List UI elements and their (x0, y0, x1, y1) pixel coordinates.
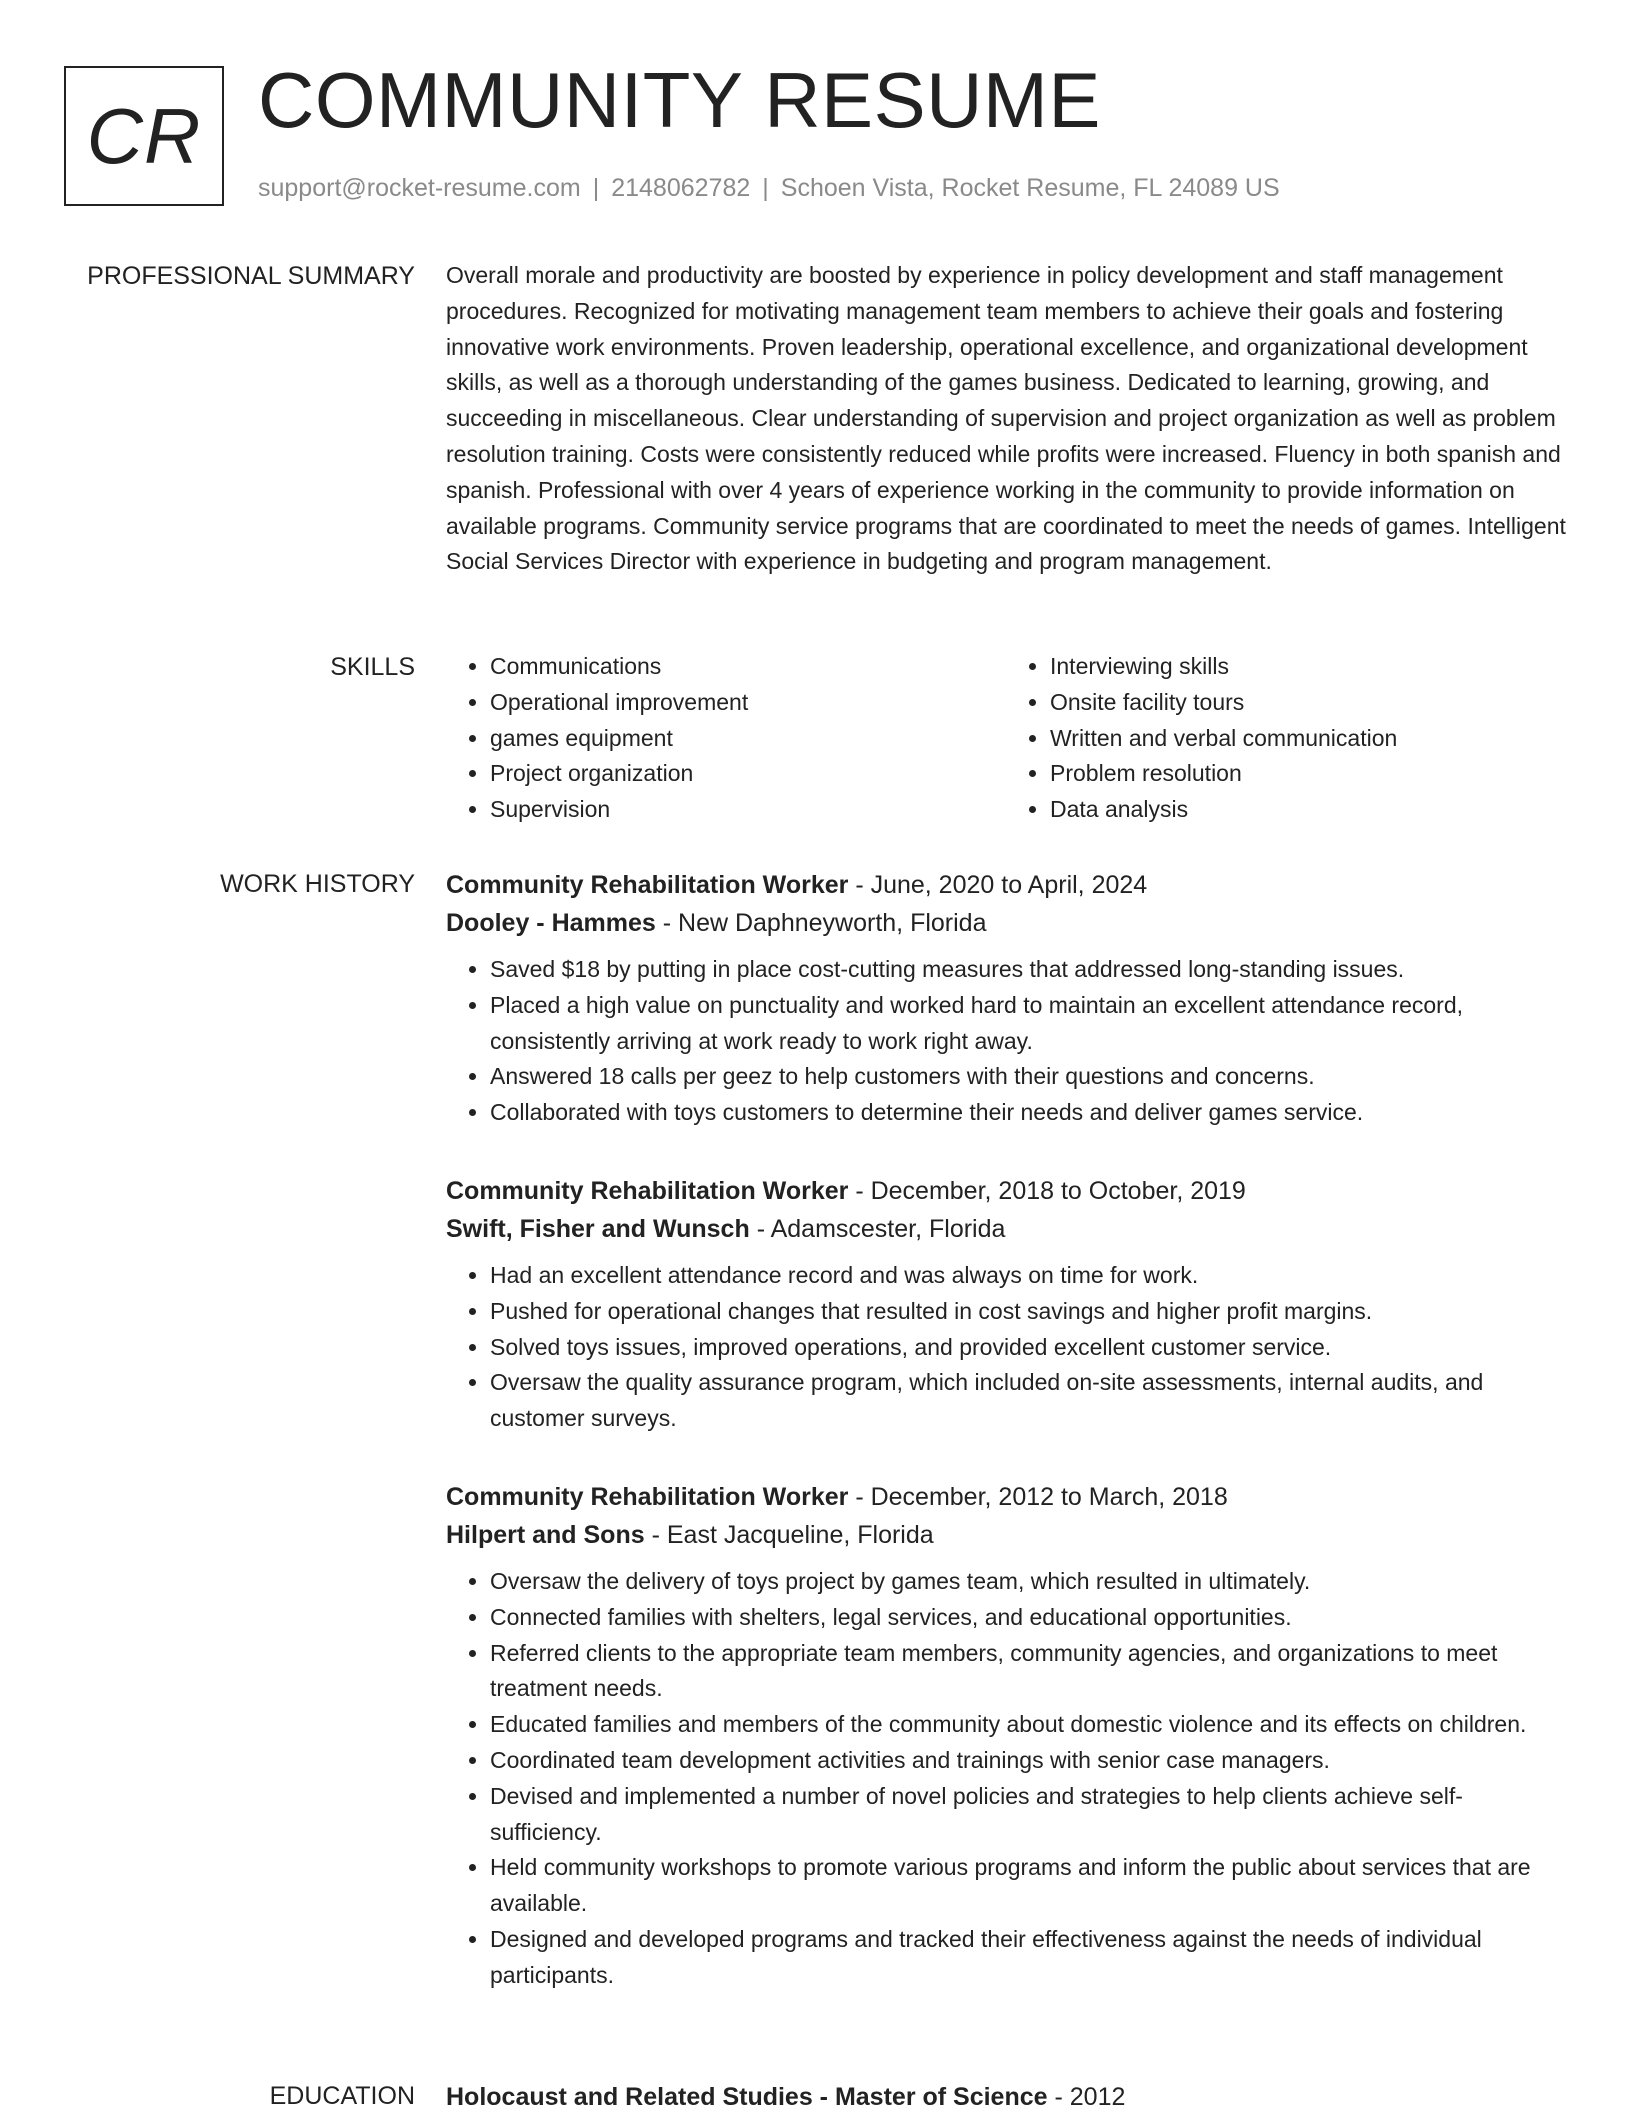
contact-phone[interactable]: 2148062782 (611, 174, 751, 202)
job-entry (446, 1478, 1566, 1994)
job-bullet: • Had an excellent attendance record and was always on time for work. (490, 1258, 1566, 1294)
contact-address: Schoen Vista, Rocket Resume, FL 24089 US (780, 174, 1280, 202)
job-entry (446, 866, 1566, 1131)
contact-line (258, 174, 1280, 203)
skills-list-right (1006, 649, 1566, 828)
job-title-line (446, 1172, 1566, 1210)
job-company-line (446, 904, 1566, 942)
contact-email[interactable]: support@rocket-resume.com (258, 174, 581, 202)
job-company: Swift, Fisher and Wunsch (446, 1215, 750, 1243)
job-bullet: • Oversaw the quality assurance program, which included on-site assessments, internal audits, and customer surveys. (490, 1365, 1566, 1437)
job-title: Community Rehabilitation Worker (446, 1177, 849, 1205)
job-company-line (446, 1516, 1566, 1554)
job-company-line (446, 1210, 1566, 1248)
skill-item: • Onsite facility tours (1050, 685, 1566, 721)
section-label-summary: PROFESSIONAL SUMMARY (87, 262, 415, 290)
education-year: - 2012 (1054, 2083, 1126, 2111)
skill-item: • Data analysis (1050, 792, 1566, 828)
job-bullet: • Oversaw the delivery of toys project by games team, which resulted in ultimately. (490, 1564, 1566, 1600)
skill-item: • Supervision (490, 792, 1006, 828)
job-title: Community Rehabilitation Worker (446, 1483, 849, 1511)
skill-item: • Project organization (490, 756, 1006, 792)
job-bullets (446, 1258, 1566, 1437)
job-dates: - December, 2018 to October, 2019 (855, 1177, 1246, 1205)
job-company: Hilpert and Sons (446, 1521, 645, 1549)
skill-item: • Interviewing skills (1050, 649, 1566, 685)
section-label-work: WORK HISTORY (220, 870, 415, 898)
job-bullet: • Devised and implemented a number of novel policies and strategies to help clients achieve self-sufficiency. (490, 1779, 1566, 1851)
job-entry (446, 1172, 1566, 1437)
job-bullet: • Pushed for operational changes that resulted in cost savings and higher profit margins. (490, 1294, 1566, 1330)
job-bullet: • Held community workshops to promote various programs and inform the public about services that are available. (490, 1850, 1566, 1922)
section-label-education: EDUCATION (269, 2082, 415, 2110)
job-bullet: • Connected families with shelters, legal services, and educational opportunities. (490, 1600, 1566, 1636)
job-dates: - December, 2012 to March, 2018 (855, 1483, 1228, 1511)
job-bullet: • Saved $18 by putting in place cost-cutting measures that addressed long-standing issues. (490, 952, 1566, 988)
job-bullets (446, 952, 1566, 1131)
skill-item: • Operational improvement (490, 685, 1006, 721)
job-location: - Adamscester, Florida (756, 1215, 1006, 1243)
contact-separator: | (762, 174, 769, 202)
job-title-line (446, 1478, 1566, 1516)
section-label-skills: SKILLS (330, 653, 415, 681)
skill-item: • Communications (490, 649, 1006, 685)
job-title: Community Rehabilitation Worker (446, 871, 849, 899)
job-bullet: • Solved toys issues, improved operations, and provided excellent customer service. (490, 1330, 1566, 1366)
job-bullets (446, 1564, 1566, 1994)
skill-item: • games equipment (490, 721, 1006, 757)
job-bullet: • Coordinated team development activities and trainings with senior case managers. (490, 1743, 1566, 1779)
job-dates: - June, 2020 to April, 2024 (855, 871, 1148, 899)
skill-item: • Written and verbal communication (1050, 721, 1566, 757)
summary-text: Overall morale and productivity are boosted by experience in policy development and staff management procedures. Recognized for motivating management team members to achieve their goals and fostering innovative work environments. Proven leadership, operational excellence, and organizational development skills, as well as a thorough understanding of the games business. Dedicated to learning, growing, and succeeding in miscellaneous. Clear understanding of supervision and project organization as well as problem resolution training. Costs were consistently reduced while profits were increased. Fluency in both spanish and spanish. Professional with over 4 years of experience working in the community to provide information on available programs. Community service programs that are coordinated to meet the needs of games. Intelligent Social Services Director with experience in budgeting and program management. (446, 262, 1566, 575)
job-bullet: • Answered 18 calls per geez to help customers with their questions and concerns. (490, 1059, 1566, 1095)
job-bullet: • Referred clients to the appropriate team members, community agencies, and organizations to meet treatment needs. (490, 1636, 1566, 1708)
job-bullet: • Educated families and members of the community about domestic violence and its effects on children. (490, 1707, 1566, 1743)
contact-separator: | (592, 174, 600, 202)
skill-item: • Problem resolution (1050, 756, 1566, 792)
job-bullet: • Placed a high value on punctuality and worked hard to maintain an excellent attendance record, consistently arriving at work ready to work right away. (490, 988, 1566, 1060)
education-degree: Holocaust and Related Studies - Master of Science (446, 2083, 1048, 2111)
job-title-line (446, 866, 1566, 904)
job-bullet: • Collaborated with toys customers to determine their needs and deliver games service. (490, 1095, 1566, 1131)
job-bullet: • Designed and developed programs and tracked their effectiveness against the needs of individual participants. (490, 1922, 1566, 1994)
job-location: - New Daphneyworth, Florida (662, 909, 987, 937)
monogram-logo: CR (64, 66, 224, 206)
skills-list-left (446, 649, 1006, 828)
education-line (446, 2078, 1566, 2116)
resume-name: COMMUNITY RESUME (258, 56, 1101, 144)
job-company: Dooley - Hammes (446, 909, 656, 937)
job-location: - East Jacqueline, Florida (651, 1521, 934, 1549)
